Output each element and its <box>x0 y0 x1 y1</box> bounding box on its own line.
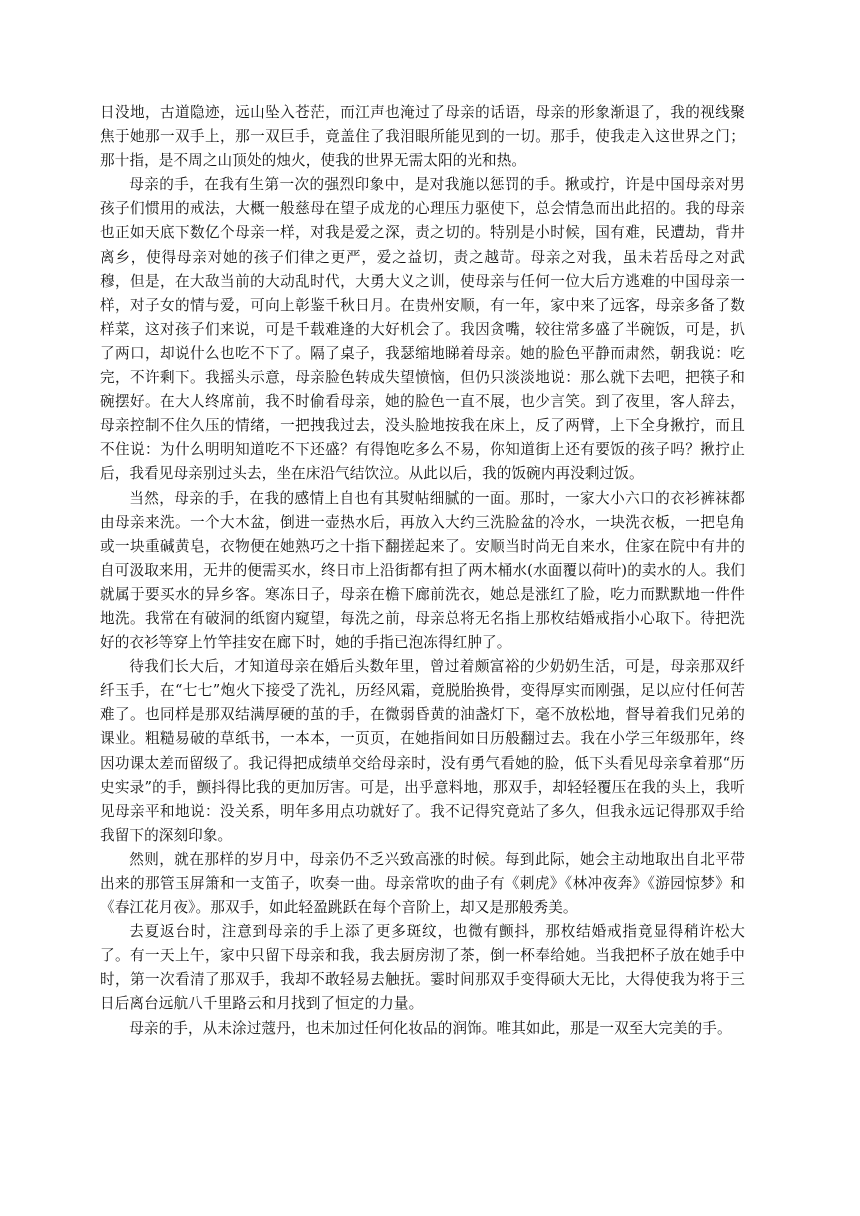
paragraph-6: 去夏返台时，注意到母亲的手上添了更多斑纹，也微有颤抖，那枚结婚戒指竟显得稍许松大了。有一天上午，家中只留下母亲和我，我去厨房沏了茶，倒一杯奉给她。当我把杯子放在她手中时，第一次看清了那双手，我却不敢轻易去触抚。霎时间那双手变得硕大无比，大得使我为将于三日后离台远航八千里路云和月找到了恒定的力量。 <box>100 923 745 1013</box>
paragraph-3: 当然，母亲的手，在我的感情上自也有其熨帖细腻的一面。那时，一家大小六口的衣衫裤袜都由母亲来洗。一个大木盆，倒进一壶热水后，再放入大约三洗脸盆的冷水，一块洗衣板，一把皂角或一块重碱黄皂，衣物便在她熟巧之十指下翻搓起来了。安顺当时尚无自来水，住家在院中有井的自可汲取来用，无井的便需买水，终日市上沿街都有担了两木桶水(水面覆以荷叶)的卖水的人。我们就属于要买水的异乡客。寒冻日子，母亲在檐下廊前洗衣，她总是涨红了脸，吃力而默默地一件件地洗。我常在有破洞的纸窗内窥望，每洗之前，母亲总将无名指上那枚结婚戒指小心取下。待把洗好的衣衫等穿上竹竿挂安在廊下时，她的手指已泡冻得红肿了。 <box>100 489 745 652</box>
paragraph-1: 日没地，古道隐迹，远山坠入苍茫，而江声也淹过了母亲的话语，母亲的形象渐退了，我的视线聚焦于她那一双手上，那一双巨手，竟盖住了我泪眼所能见到的一切。那手，使我走入这世界之门；那十指，是不周之山顶处的烛火，使我的世界无需太阳的光和热。 <box>100 104 745 170</box>
article-body <box>100 101 745 1041</box>
paragraph-4: 待我们长大后，才知道母亲在婚后头数年里，曾过着颇富裕的少奶奶生活，可是，母亲那双纤纤玉手，在“七七”炮火下接受了洗礼，历经风霜，竟脱胎换骨，变得厚实而刚强，足以应付任何苦难了。也同样是那双结满厚硬的茧的手，在微弱昏黄的油盏灯下，毫不放松地，督导着我们兄弟的课业。粗糙易破的草纸书，一本本，一页页，在她指间如日历般翻过去。我在小学三年级那年，终因功课太差而留级了。我记得把成绩单交给母亲时，没有勇气看她的脸，低下头看见母亲拿着那“历史实录”的手，颤抖得比我的更加厉害。可是，出乎意料地，那双手，却轻轻覆压在我的头上，我听见母亲平和地说：没关系，明年多用点功就好了。我不记得究竟站了多久，但我永远记得那双手给我留下的深刻印象。 <box>100 658 745 844</box>
paragraph-2: 母亲的手，在我有生第一次的强烈印象中，是对我施以惩罚的手。揪或拧，许是中国母亲对男孩子们惯用的戒法，大概一般慈母在望子成龙的心理压力驱使下，总会情急而出此招的。我的母亲也正如天底下数亿个母亲一样，对我是爱之深，责之切的。特别是小时候，国有难，民遭劫，背井离乡，使得母亲对她的孩子们律之更严，爱之益切，责之越苛。母亲之对我，虽未若岳母之对武穆，但是，在大敌当前的大动乱时代，大勇大义之训，使母亲与任何一位大后方逃难的中国母亲一样，对子女的情与爱，可向上彰鉴千秋日月。在贵州安顺，有一年，家中来了远客，母亲多备了数样菜，这对孩子们来说，可是千载难逢的大好机会了。我因贪嘴，较往常多盛了半碗饭，可是，扒了两口，却说什么也吃不下了。隔了桌子，我瑟缩地睇着母亲。她的脸色平静而肃然，朝我说：吃完，不许剩下。我摇头示意，母亲脸色转成失望愤恼，但仍只淡淡地说：那么就下去吧，把筷子和碗摆好。在大人终席前，我不时偷看母亲，她的脸色一直不展，也少言笑。到了夜里，客人辞去，母亲控制不住久压的情绪，一把拽我过去，没头脸地按我在床上，反了两臂，上下全身揪拧，而且不住说：为什么明明知道吃不下还盛？有得饱吃多么不易，你知道街上还有要饭的孩子吗？揪拧止后，我看见母亲别过头去，坐在床沿气结饮泣。从此以后，我的饭碗内再没剩过饭。 <box>100 176 745 483</box>
paragraph-5: 然则，就在那样的岁月中，母亲仍不乏兴致高涨的时候。每到此际，她会主动地取出自北平带出来的那管玉屏箫和一支笛子，吹奏一曲。母亲常吹的曲子有《刺虎》《林冲夜奔》《游园惊梦》和《春江花月夜》。那双手，如此轻盈跳跃在每个音阶上，却又是那般秀美。 <box>100 850 745 917</box>
paragraph-7: 母亲的手，从未涂过蔻丹，也未加过任何化妆品的润饰。唯其如此，那是一双至大完美的手。 <box>129 1019 732 1037</box>
